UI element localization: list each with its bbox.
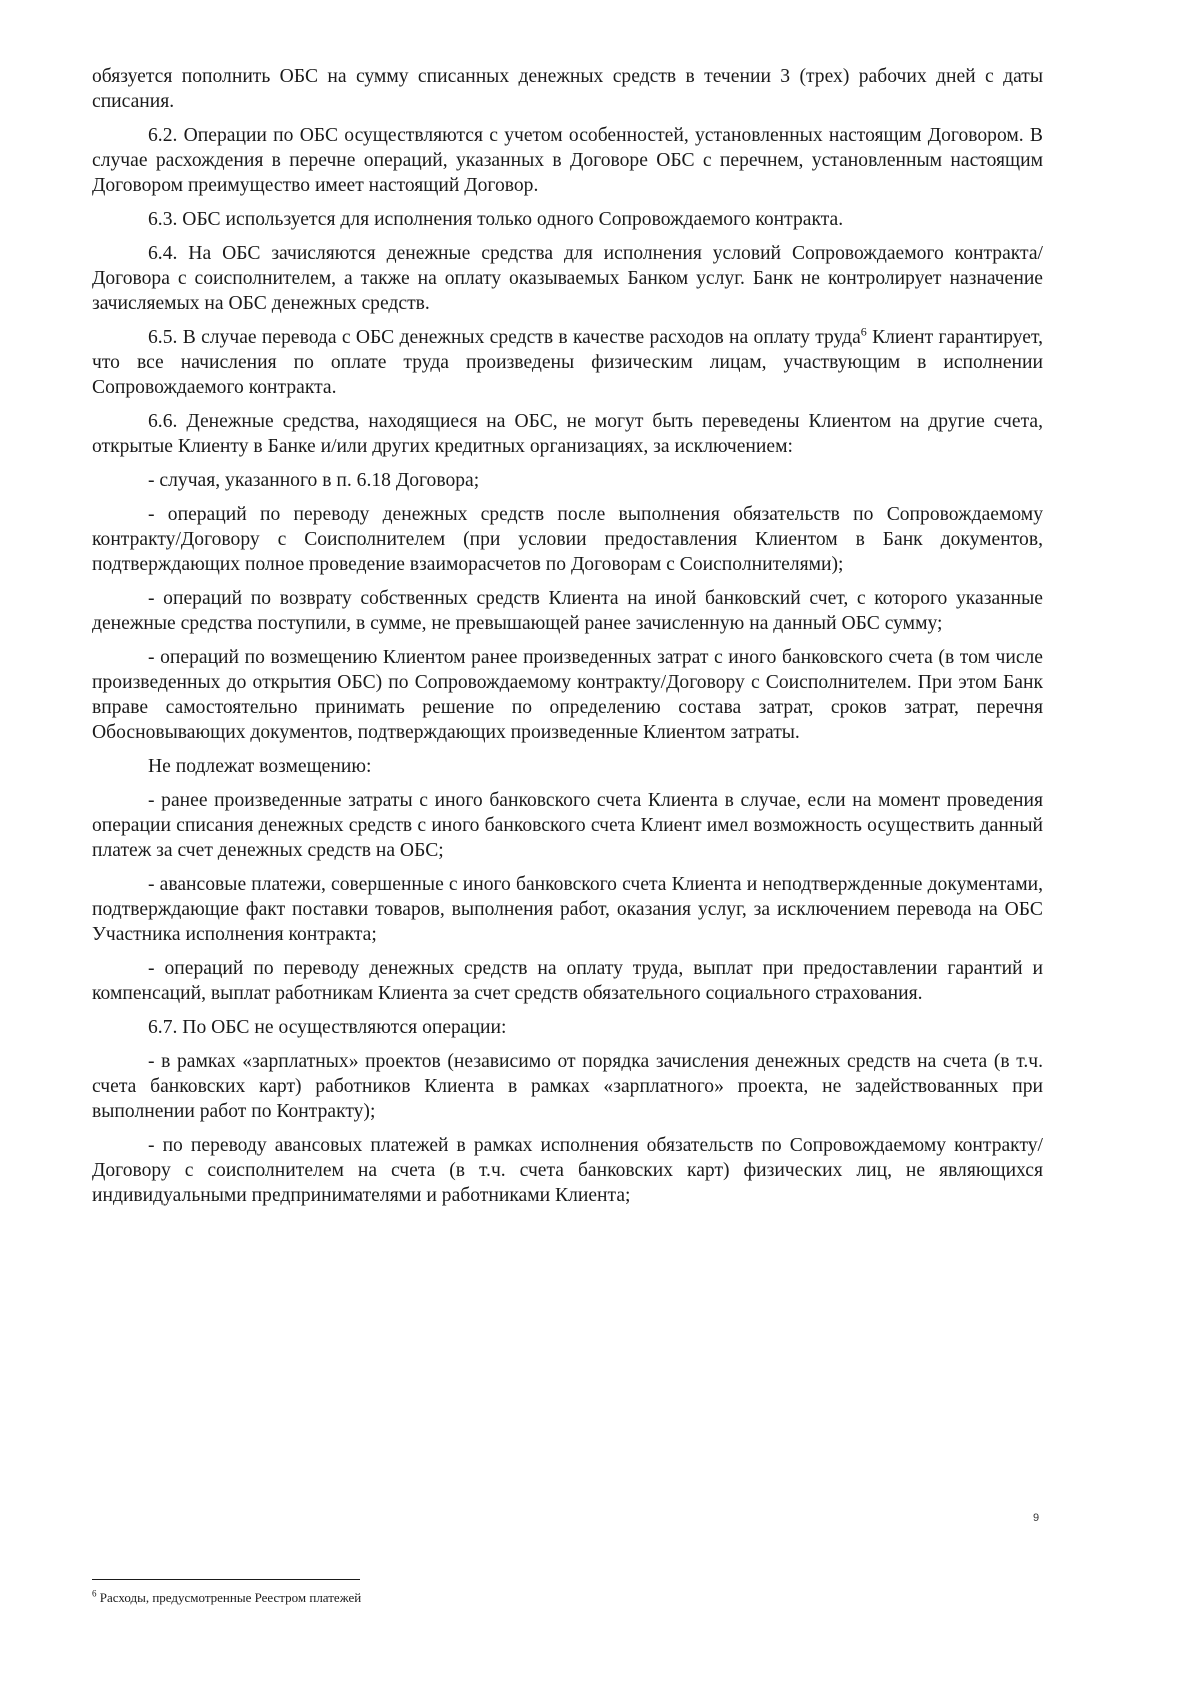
list-item-not-reimbursable-a: - ранее произведенные затраты с иного банковского счета Клиента в случае, если на момент проведения операции списания денежных средств с иного банковского счета Клиент имел возможность осуществить данный платеж за счет денежных средств на ОБС; xyxy=(92,790,1043,861)
document-page xyxy=(92,64,1043,1217)
paragraph-6-5 xyxy=(92,325,1043,400)
list-item-6-6-c: - операций по возврату собственных средств Клиента на иной банковский счет, с которого указанные денежные средства поступили, в сумме, не превышающей ранее зачисленную на данный ОБС сумму; xyxy=(92,588,1043,634)
list-item-not-reimbursable-c: - операций по переводу денежных средств на оплату труда, выплат при предоставлении гарантий и компенсаций, выплат работникам Клиента за счет средств обязательного социального страхования. xyxy=(92,958,1043,1004)
list-item-6-6-d: - операций по возмещению Клиентом ранее произведенных затрат с иного банковского счета (в том числе произведенных до открытия ОБС) по Сопровождаемому контракту/Договору с Соисполнителем. При этом Банк вправе самостоятельно принимать решение по определению состава затрат, сроков затрат, перечня Обосновывающих документов, подтверждающих произведенные Клиентом затраты. xyxy=(92,647,1043,743)
footnote-number: 6 xyxy=(92,1588,97,1599)
paragraph-continuation: обязуется пополнить ОБС на сумму списанных денежных средств в течении 3 (трех) рабочих дней с даты списания. xyxy=(92,66,1043,112)
paragraph-6-3: 6.3. ОБС используется для исполнения только одного Сопровождаемого контракта. xyxy=(148,209,844,230)
paragraph-6-5-text-before: 6.5. В случае перевода с ОБС денежных средств в качестве расходов на оплату труда xyxy=(148,327,861,348)
paragraph-6-4: 6.4. На ОБС зачисляются денежные средства для исполнения условий Сопровождаемого контракта/Договора с соисполнителем, а также на оплату оказываемых Банком услуг. Банк не контролирует назначение зачисляемых на ОБС денежных средств. xyxy=(92,243,1043,314)
list-item-not-reimbursable-b: - авансовые платежи, совершенные с иного банковского счета Клиента и неподтвержденные документами, подтверждающие факт поставки товаров, выполнения работ, оказания услуг, за исключением перевода на ОБС Участника исполнения контракта; xyxy=(92,874,1043,945)
list-item-6-6-b: - операций по переводу денежных средств после выполнения обязательств по Сопровождаемому контракту/Договору с Соисполнителем (при условии предоставления Клиентом в Банк документов, подтверждающих полное проведение взаиморасчетов по Договорам с Соисполнителями); xyxy=(92,504,1043,575)
list-item-6-7-a: - в рамках «зарплатных» проектов (независимо от порядка зачисления денежных средств на счета (в т.ч. счета банковских карт) работников Клиента в рамках «зарплатного» проекта, не задействованных при выполнении работ по Контракту); xyxy=(92,1051,1043,1122)
footnote-text: Расходы, предусмотренные Реестром платежей xyxy=(96,1590,362,1605)
page-number: 9 xyxy=(1033,1512,1040,1524)
paragraph-not-reimbursable: Не подлежат возмещению: xyxy=(148,756,372,777)
footnote-reference[interactable]: 6 xyxy=(860,324,867,339)
paragraph-6-5-text-after: Клиент гарантирует, что все начисления по оплате труда произведены физическим лицам, участвующим в исполнении Сопровождаемого контракта. xyxy=(92,327,1043,398)
paragraph-6-2: 6.2. Операции по ОБС осуществляются с учетом особенностей, установленных настоящим Договором. В случае расхождения в перечне операций, указанных в Договоре ОБС с перечнем, установленным настоящим Договором преимущество имеет настоящий Договор. xyxy=(92,125,1043,196)
footnote-separator xyxy=(92,1579,360,1580)
paragraph-6-6: 6.6. Денежные средства, находящиеся на ОБС, не могут быть переведены Клиентом на другие счета, открытые Клиенту в Банке и/или других кредитных организациях, за исключением: xyxy=(92,411,1043,457)
paragraph-6-7: 6.7. По ОБС не осуществляются операции: xyxy=(148,1017,507,1038)
list-item-6-6-a: - случая, указанного в п. 6.18 Договора; xyxy=(148,470,480,491)
footnote xyxy=(92,1590,361,1606)
list-item-6-7-b: - по переводу авансовых платежей в рамках исполнения обязательств по Сопровождаемому контракту/Договору с соисполнителем на счета (в т.ч. счета банковских карт) физических лиц, не являющихся индивидуальными предпринимателями и работниками Клиента; xyxy=(92,1135,1043,1206)
